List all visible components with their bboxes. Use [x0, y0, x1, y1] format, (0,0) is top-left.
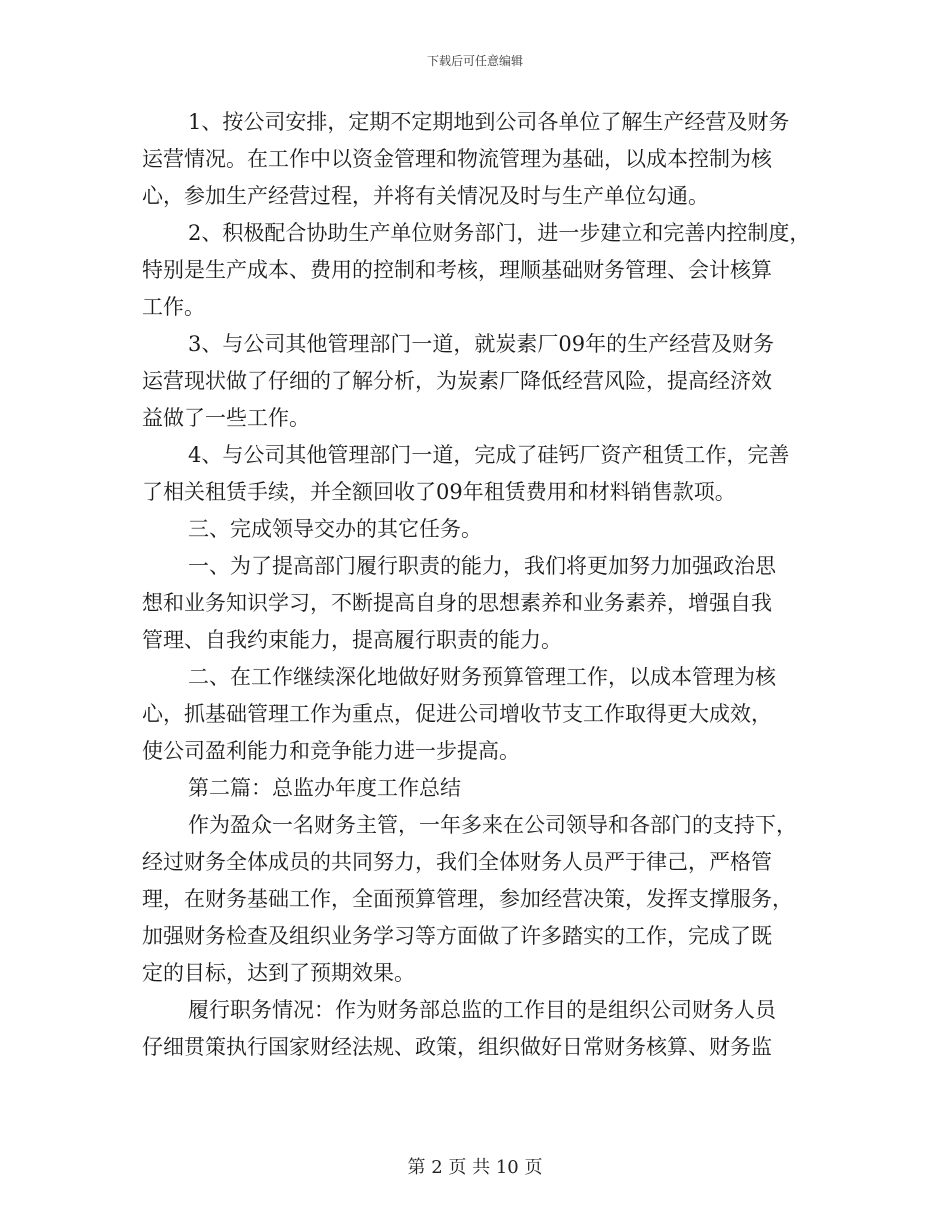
text-line: 运营现状做了仔细的了解分析，为炭素厂降低经营风险，提高经济效: [142, 369, 772, 393]
text-line: 第二篇：总监办年度工作总结: [188, 776, 461, 800]
text-line: 特别是生产成本、费用的控制和考核，理顺基础财务管理、会计核算: [142, 258, 772, 282]
paragraph: [142, 437, 814, 511]
text-line: 管理、自我约束能力，提高履行职责的能力。: [142, 628, 562, 652]
text-line: 使公司盈利能力和竞争能力进一步提高。: [142, 739, 520, 763]
paragraph: [142, 215, 814, 326]
text-line: 益做了一些工作。: [142, 406, 310, 430]
text-line: 仔细贯策执行国家财经法规、政策，组织做好日常财务核算、财务监: [142, 1035, 772, 1059]
text-line: 工作。: [142, 295, 205, 319]
text-line: 运营情况。在工作中以资金管理和物流管理为基础，以成本控制为核: [142, 147, 772, 171]
text-line: 三、完成领导交办的其它任务。: [188, 517, 482, 541]
text-line: 定的目标，达到了预期效果。: [142, 961, 415, 985]
text-line: 履行职务情况：作为财务部总监的工作目的是组织公司财务人员: [188, 998, 776, 1022]
text-line: 心，抓基础管理工作为重点，促进公司增收节支工作取得更大成效，: [142, 702, 772, 726]
document-body: [142, 104, 814, 1066]
paragraph: [142, 992, 814, 1066]
text-line: 二、在工作继续深化地做好财务预算管理工作，以成本管理为核: [188, 665, 776, 689]
page-header: 下载后可任意编辑: [426, 54, 523, 68]
paragraph: [142, 659, 814, 770]
text-line: 心，参加生产经营过程，并将有关情况及时与生产单位勾通。: [142, 184, 709, 208]
chapter-heading: [142, 770, 814, 807]
text-line: 一、为了提高部门履行职责的能力，我们将更加努力加强政治思: [188, 554, 776, 578]
paragraph: [142, 104, 814, 215]
text-line: 经过财务全体成员的共同努力，我们全体财务人员严于律己，严格管: [142, 850, 772, 874]
paragraph: [142, 548, 814, 659]
paragraph: [142, 807, 814, 992]
paragraph: [142, 326, 814, 437]
text-line: 作为盈众一名财务主管，一年多来在公司领导和各部门的支持下，: [188, 813, 797, 837]
page-footer: 第 2 页 共 10 页: [407, 1157, 543, 1178]
text-line: 加强财务检查及组织业务学习等方面做了许多踏实的工作，完成了既: [142, 924, 772, 948]
text-line: 理，在财务基础工作，全面预算管理，参加经营决策，发挥支撑服务，: [142, 887, 793, 911]
text-line: 想和业务知识学习，不断提高自身的思想素养和业务素养，增强自我: [142, 591, 772, 615]
text-line: 3、与公司其他管理部门一道，就炭素厂09年的生产经营及财务: [188, 332, 775, 356]
section-heading: [142, 511, 814, 548]
text-line: 2、积极配合协助生产单位财务部门，进一步建立和完善内控制度，: [188, 221, 811, 245]
text-line: 1、按公司安排，定期不定期地到公司各单位了解生产经营及财务: [188, 110, 790, 134]
text-line: 了相关租赁手续，并全额回收了09年租赁费用和材料销售款项。: [142, 480, 736, 504]
text-line: 4、与公司其他管理部门一道，完成了硅钙厂资产租赁工作，完善: [188, 443, 790, 467]
